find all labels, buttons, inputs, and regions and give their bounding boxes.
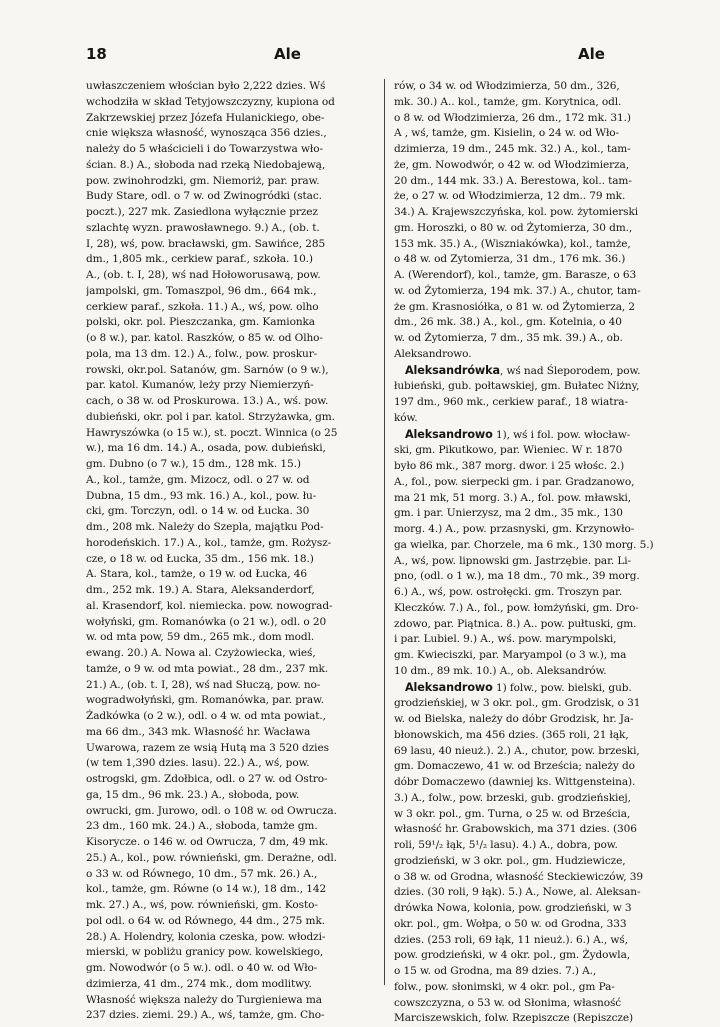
- text-line: I, 28), wś, pow. bracławski, gm. Sawińce, 285: [86, 237, 373, 253]
- text-line: A., wś, pow. lipnowski gm. Jastrzębie. par. Li-: [394, 554, 678, 570]
- text-line: pow. grodzieński, w 4 okr. pol., gm. Żydowla,: [394, 948, 678, 964]
- text-line: w. od Bielska, należy do dóbr Grodzisk, hr. Ja-: [394, 712, 678, 728]
- text-line: łubieński, gub. połtawskiej, gm. Bułatec Niżny,: [394, 379, 678, 395]
- text-line: należy do 5 właścicieli i do Towarzystwa wło-: [86, 142, 373, 158]
- text-line: 197 dm., 960 mk., cerkiew paraf., 18 wiatra-: [394, 395, 678, 411]
- text-line: dubieński, okr. pol i par. katol. Strzyżawka, gm.: [86, 410, 373, 426]
- text-line: ostrogski, gm. Zdołbica, odl. o 27 w. od Ostro-: [86, 772, 373, 788]
- text-line: 69 lasu, 40 nieuż.). 2.) A., chutor, pow. brzeski,: [394, 744, 678, 760]
- text-line: drówka Nowa, kolonia, pow. grodzieński, w 3: [394, 901, 678, 917]
- text-line: cerkiew paraf., szkoła. 11.) A., wś, pow. olho: [86, 300, 373, 316]
- text-line: roli, 59¹/₂ łąk, 5¹/₂ lasu). 4.) A., dobra, pow.: [394, 838, 678, 854]
- text-line: Aleksandrowo.: [394, 347, 678, 363]
- text-line: cze, o 18 w. od Łucka, 35 dm., 156 mk. 18.): [86, 552, 373, 568]
- text-line: owrucki, gm. Jurowo, odl. o 108 w. od Owrucza.: [86, 804, 373, 820]
- text-line: cach, o 38 w. od Proskurowa. 13.) A., wś. pow.: [86, 394, 373, 410]
- entry-text: 1), wś i fol. pow. włocław-: [493, 429, 631, 441]
- text-line: ga wielka, par. Chorzele, ma 6 mk., 130 morg. 5.): [394, 538, 678, 554]
- text-line: Kleczków. 7.) A., fol., pow. łomżyński, gm. Dro-: [394, 601, 678, 617]
- text-line: w. od Żytomierza, 7 dm., 35 mk. 39.) A., ob.: [394, 331, 678, 347]
- text-line: Budy Stare, odl. o 7 w. od Zwinogródki (stac.: [86, 189, 373, 205]
- entry-first-line: [394, 680, 678, 697]
- text-line: ewang. 20.) A. Nowa al. Czyżowiecka, wieś,: [86, 646, 373, 662]
- text-line: grodzieńskiej, w 3 okr. pol., gm. Grodzisk, o 31: [394, 696, 678, 712]
- text-line: ga, 15 dm., 96 mk. 23.) A., słoboda, pow.: [86, 788, 373, 804]
- text-line: poczt.), 227 mk. Zasiedlona wyłącznie przez: [86, 205, 373, 221]
- text-line: pol odl. o 64 w. od Równego, 44 dm., 275 mk.: [86, 914, 373, 930]
- text-line: ścian. 8.) A., słoboda nad rzeką Niedobajewą,: [86, 158, 373, 174]
- text-line: pola, ma 13 dm. 12.) A., folw., pow. proskur-: [86, 347, 373, 363]
- text-line: zdowo, par. Piątnica. 8.) A.. pow. pułtuski, gm.: [394, 617, 678, 633]
- text-line: 34.) A. Krajewszczyńska, kol. pow. żytomierski: [394, 205, 678, 221]
- entry-continuation: [394, 79, 678, 363]
- text-line: własność hr. Grabowskich, ma 371 dzies. (306: [394, 822, 678, 838]
- text-line: horodeńskich. 17.) A., kol., tamże, gm. Rożysz-: [86, 536, 373, 552]
- text-line: A. Stara, kol., tamże, o 19 w. od Łucka, 46: [86, 567, 373, 583]
- page-header: [86, 44, 690, 68]
- entry-aleksandrowo: [394, 427, 678, 680]
- text-line: gm. Nowodwór (o 5 w.). odl. o 40 w. od Wło-: [86, 961, 373, 977]
- entry-aleksandrowka: [394, 363, 678, 427]
- text-line: mk. 27.) A., wś, pow. równieński, gm. Kosto-: [86, 898, 373, 914]
- left-column: [86, 79, 373, 1024]
- text-line: wołyński, gm. Romanówka (o 21 w.), odl. o 20: [86, 615, 373, 631]
- text-line: pno, (odl. o 1 w.), ma 18 dm., 70 mk., 39 morg.: [394, 569, 678, 585]
- text-line: cnie większa własność, wynosząca 356 dzies.,: [86, 126, 373, 142]
- entry-aleksandrowo-2: [394, 680, 678, 1027]
- text-line: A. (Werendorf), kol., tamże, gm. Barasze, o 63: [394, 268, 678, 284]
- text-line: grodzieński, w 3 okr. pol., gm. Hudziewicze,: [394, 854, 678, 870]
- text-line: w.), ma 16 dm. 14.) A., osada, pow. dubieński,: [86, 441, 373, 457]
- text-line: o 15 w. od Grodna, ma 89 dzies. 7.) A.,: [394, 964, 678, 980]
- running-head-right: Ale: [578, 44, 605, 64]
- running-head-left: Ale: [274, 44, 301, 64]
- text-line: o 8 w. od Włodzimierza, 26 dm., 172 mk. 31.): [394, 111, 678, 127]
- text-line: 10 dm., 89 mk. 10.) A., ob. Aleksandrów.: [394, 664, 678, 680]
- text-line: Żadkówka (o 2 w.), odl. o 4 w. od mta powiat.,: [86, 709, 373, 725]
- text-line: ski, gm. Pikutkowo, par. Wieniec. W r. 1870: [394, 443, 678, 459]
- text-line: w. od Żytomierza, 194 mk. 37.) A., chutor, tam-: [394, 284, 678, 300]
- entry-headword: Aleksandrowo: [405, 428, 493, 441]
- text-line: o 38 w. od Grodna, własność Steckiewiczów, 39: [394, 870, 678, 886]
- text-line: Zakrzewskiej przez Józefa Hulanickiego, obe-: [86, 111, 373, 127]
- text-line: kol., tamże, gm. Równe (o 14 w.), 18 dm., 142: [86, 882, 373, 898]
- text-line: Własność większa należy do Turgieniewa ma: [86, 993, 373, 1009]
- text-line: i par. Lubiel. 9.) A., wś. pow. marympolski,: [394, 632, 678, 648]
- text-line: (o 8 w.), par. katol. Raszków, o 85 w. od Olho-: [86, 331, 373, 347]
- text-line: cowszczyzna, o 53 w. od Słonima, własność: [394, 996, 678, 1012]
- text-line: 23 dm., 160 mk. 24.) A., słoboda, tamże gm.: [86, 819, 373, 835]
- entry-text: 1) folw., pow. bielski, gub.: [493, 682, 632, 694]
- text-line: było 86 mk., 387 morg. dwor. i 25 włośc. 2.): [394, 459, 678, 475]
- text-line: dm., 26 mk. 38.) A., kol., gm. Kotelnia, o 40: [394, 315, 678, 331]
- text-line: 20 dm., 144 mk. 33.) A. Berestowa, kol.. tam-: [394, 174, 678, 190]
- text-line: dzies. (30 roli, 9 łąk). 5.) A., Nowe, al. Aleksan-: [394, 885, 678, 901]
- text-line: folw., pow. słonimski, w 4 okr. pol., gm Pa-: [394, 980, 678, 996]
- text-line: pow. zwinohrodzki, gm. Niemoriż, par. praw.: [86, 174, 373, 190]
- text-line: okr. pol., gm. Wołpa, o 50 w. od Grodna, 333: [394, 917, 678, 933]
- text-line: polski, okr. pol. Pieszczanka, gm. Kamionka: [86, 315, 373, 331]
- text-line: 21.) A., (ob. t. I, 28), wś nad Słuczą, pow. no-: [86, 678, 373, 694]
- text-line: A , wś, tamże, gm. Kisielin, o 24 w. od Wło-: [394, 126, 678, 142]
- text-line: 6.) A., wś, pow. ostrołęcki. gm. Troszyn par.: [394, 585, 678, 601]
- text-line: gm. i par. Unierzysz, ma 2 dm., 35 mk., 130: [394, 506, 678, 522]
- text-line: Marciszewskich, folw. Rzepiszcze (Repiszcze): [394, 1011, 678, 1027]
- page-number: 18: [86, 44, 107, 64]
- entry-text: , wś nad Śleporodem, pow.: [500, 365, 640, 377]
- text-line: dm., 252 mk. 19.) A. Stara, Aleksanderdorf,: [86, 583, 373, 599]
- text-line: gm. Kwieciszki, par. Maryampol (o 3 w.), ma: [394, 648, 678, 664]
- text-line: wogradwołyński, gm. Romanówka, par. praw.: [86, 693, 373, 709]
- text-line: 153 mk. 35.) A., (Wiszniakówka), kol., tamże,: [394, 237, 678, 253]
- text-line: morg. 4.) A., pow. przasnyski, gm. Krzynowło-: [394, 522, 678, 538]
- text-line: o 48 w. od Zytomierza, 31 dm., 176 mk. 36.): [394, 252, 678, 268]
- text-line: błonowskich, ma 456 dzies. (365 roli, 21 łąk,: [394, 728, 678, 744]
- text-line: że, gm. Nowodwór, o 42 w. od Włodzimierza,: [394, 158, 678, 174]
- text-line: ma 21 mk, 51 morg. 3.) A., fol. pow. mławski,: [394, 491, 678, 507]
- text-line: dm., 1,805 mk., cerkiew paraf., szkoła. 10.): [86, 252, 373, 268]
- text-line: uwłaszczeniem włościan było 2,222 dzies. Wś: [86, 79, 373, 95]
- text-line: że gm. Krasnosiółka, o 81 w. od Żytomierza, 2: [394, 300, 678, 316]
- text-line: Hawryszówka (o 15 w.), st. poczt. Winnica (o 25: [86, 426, 373, 442]
- text-line: rowski, okr.pol. Satanów, gm. Sarnów (o 9 w.),: [86, 363, 373, 379]
- text-line: rów, o 34 w. od Włodzimierza, 50 dm., 326,: [394, 79, 678, 95]
- text-line: cki, gm. Torczyn, odl. o 14 w. od Łucka. 30: [86, 504, 373, 520]
- text-line: dzies. (253 roli, 69 łąk, 11 nieuż.). 6.) A., wś,: [394, 933, 678, 949]
- text-line: dóbr Domaczewo (dawniej ks. Wittgensteina).: [394, 775, 678, 791]
- text-line: o 33 w. od Równego, 10 dm., 57 mk. 26.) A.,: [86, 867, 373, 883]
- entry-first-line: [394, 427, 678, 444]
- text-line: A., kol., tamże, gm. Mizocz, odl. o 27 w. od: [86, 473, 373, 489]
- text-line: gm. Domaczewo, 41 w. od Brześcia; należy do: [394, 759, 678, 775]
- text-line: A., (ob. t. I, 28), wś nad Hołoworusawą, pow.: [86, 268, 373, 284]
- text-line: 25.) A., kol., pow. równieński, gm. Derażne, odl.: [86, 851, 373, 867]
- text-line: ma 66 dm., 343 mk. Własność hr. Wacława: [86, 725, 373, 741]
- text-line: (w tem 1,390 dzies. lasu). 22.) A., wś, pow.: [86, 756, 373, 772]
- text-line: dzimierza, 19 dm., 245 mk. 32.) A., kol., tam-: [394, 142, 678, 158]
- text-line: Kisorycze. o 146 w. od Owrucza, 7 dm, 49 mk.: [86, 835, 373, 851]
- text-line: par. katol. Kumanów, leży przy Niemierzyń-: [86, 378, 373, 394]
- text-line: wchodziła w skład Tetyjowszczyzny, kupiona od: [86, 95, 373, 111]
- text-line: ków.: [394, 411, 678, 427]
- text-line: w 3 okr. pol., gm. Turna, o 25 w. od Brześcia,: [394, 807, 678, 823]
- text-line: jampolski, gm. Tomaszpol, 96 dm., 664 mk.,: [86, 284, 373, 300]
- text-line: dm., 208 mk. Należy do Szepla, majątku Pod-: [86, 520, 373, 536]
- entry-first-line: [394, 363, 678, 380]
- right-column: [394, 79, 678, 1027]
- text-line: gm. Dubno (o 7 w.), 15 dm., 128 mk. 15.): [86, 457, 373, 473]
- text-line: Dubna, 15 dm., 93 mk. 16.) A., kol., pow. łu-: [86, 489, 373, 505]
- text-line: 28.) A. Holendry, kolonia czeska, pow. włodzi-: [86, 930, 373, 946]
- text-line: tamże, o 9 w. od mta powiat., 28 dm., 237 mk.: [86, 662, 373, 678]
- text-line: gm. Horoszki, o 80 w. od Żytomierza, 30 dm.,: [394, 221, 678, 237]
- entry-headword: Aleksandrówka: [405, 364, 500, 377]
- column-divider: [384, 79, 385, 985]
- text-line: Uwarowa, razem ze wsią Hutą ma 3 520 dzies: [86, 741, 373, 757]
- text-line: mierski, w pobliżu granicy pow. kowelskiego,: [86, 945, 373, 961]
- entry-headword: Aleksandrowo: [405, 681, 493, 694]
- text-line: w. od mta pow, 59 dm., 265 mk., dom modl.: [86, 630, 373, 646]
- text-line: al. Krasendorf, kol. niemiecka. pow. nowograd-: [86, 599, 373, 615]
- text-line: że, o 27 w. od Włodzimierza, 12 dm.. 79 mk.: [394, 189, 678, 205]
- text-line: 3.) A., folw., pow. brzeski, gub. grodzieńskiej,: [394, 791, 678, 807]
- text-line: A., fol., pow. sierpecki gm. i par. Gradzanowo,: [394, 475, 678, 491]
- text-line: mk. 30.) A.. kol., tamże, gm. Korytnica, odl.: [394, 95, 678, 111]
- text-line: dzimierza, 41 dm., 274 mk., dom modlitwy.: [86, 977, 373, 993]
- text-line: szlachtę wyzn. prawosławnego. 9.) A., (ob. t.: [86, 221, 373, 237]
- text-line: 237 dzies. ziemi. 29.) A., wś, tamże, gm. Cho-: [86, 1008, 373, 1024]
